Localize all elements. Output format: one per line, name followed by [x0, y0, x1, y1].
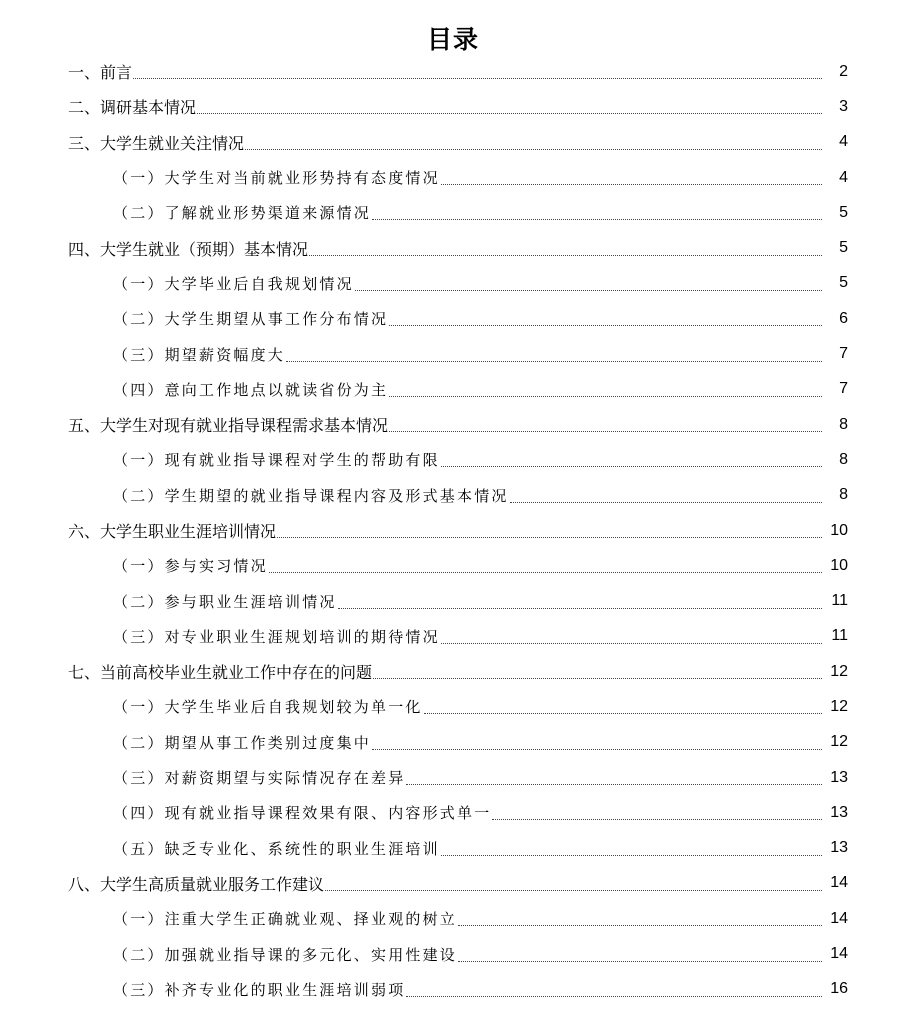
toc-subentry[interactable] — [0, 548, 906, 583]
toc-entry-page: 2 — [839, 62, 848, 80]
toc-entry-label: （二）加强就业指导课的多元化、实用性建设 — [113, 945, 458, 964]
toc-entry-page: 10 — [830, 521, 848, 539]
toc-entry-label: 六、大学生职业生涯培训情况 — [68, 522, 277, 541]
toc-entry-label: 八、大学生高质量就业服务工作建议 — [68, 874, 325, 894]
dot-leader — [458, 925, 822, 926]
toc-entry-label: （五）缺乏专业化、系统性的职业生涯培训 — [113, 839, 440, 858]
toc-subentry[interactable] — [0, 795, 906, 830]
toc-subentry[interactable] — [0, 972, 906, 1007]
toc-entry-page: 13 — [830, 768, 848, 786]
toc-entry-label: （一）注重大学生正确就业观、择业观的树立 — [113, 910, 458, 929]
toc-subentry[interactable] — [0, 336, 906, 371]
dot-leader — [492, 819, 822, 820]
toc-entry-label: （二）大学生期望从事工作分布情况 — [113, 310, 389, 329]
toc-subentry[interactable] — [0, 689, 906, 724]
dot-leader — [510, 502, 822, 503]
dot-leader — [458, 961, 822, 962]
dot-leader — [133, 78, 822, 79]
toc-subentry[interactable] — [0, 901, 906, 936]
dot-leader — [245, 149, 822, 150]
toc-entry[interactable] — [0, 513, 906, 548]
toc-entry-label: （二）参与职业生涯培训情况 — [113, 592, 337, 611]
toc-entry-page: 11 — [831, 592, 848, 610]
toc-entry-page: 8 — [839, 486, 848, 504]
toc-entry-page: 12 — [830, 662, 848, 680]
toc-subentry[interactable] — [0, 160, 906, 195]
dot-leader — [355, 290, 822, 291]
toc-subentry[interactable] — [0, 831, 906, 866]
toc-entry[interactable] — [0, 407, 906, 442]
toc-entry-page: 4 — [839, 133, 848, 151]
dot-leader — [441, 184, 822, 185]
dot-leader — [389, 396, 822, 397]
toc-entry-page: 14 — [830, 909, 848, 927]
toc-entry-page: 6 — [839, 309, 848, 327]
toc-entry-label: （二）了解就业形势渠道来源情况 — [113, 204, 372, 223]
toc-entry-page: 8 — [839, 415, 848, 433]
toc-entry-page: 7 — [839, 345, 848, 363]
toc-entry-page: 13 — [830, 803, 848, 821]
toc-entry[interactable] — [0, 654, 906, 689]
toc-entry-page: 11 — [831, 627, 848, 645]
toc-entry[interactable] — [0, 89, 906, 124]
toc-entry-page: 7 — [839, 380, 848, 398]
toc-entry-label: （三）对薪资期望与实际情况存在差异 — [113, 769, 406, 788]
page-title: 目录 — [426, 24, 479, 54]
dot-leader — [197, 113, 822, 114]
toc-entry-page: 5 — [839, 239, 848, 257]
toc-entry-label: 一、前言 — [68, 63, 133, 83]
toc-entry-page: 5 — [839, 274, 848, 292]
toc-entry-page: 4 — [839, 168, 848, 186]
dot-leader — [406, 784, 822, 785]
toc-entry-label: （一）参与实习情况 — [113, 557, 268, 576]
toc-entry-label: （四）现有就业指导课程效果有限、内容形式单一 — [113, 804, 492, 823]
toc-entry-page: 16 — [830, 980, 848, 998]
dot-leader — [424, 713, 822, 714]
toc-entry-label: （一）大学生对当前就业形势持有态度情况 — [113, 169, 440, 188]
toc-entry-label: （二）学生期望的就业指导课程内容及形式基本情况 — [113, 486, 509, 505]
dot-leader — [389, 325, 822, 326]
toc-subentry[interactable] — [0, 195, 906, 230]
table-of-contents — [0, 54, 906, 1007]
toc-entry-page: 12 — [830, 733, 848, 751]
dot-leader — [441, 466, 822, 467]
dot-leader — [441, 643, 822, 644]
toc-subentry[interactable] — [0, 583, 906, 618]
dot-leader — [406, 996, 822, 997]
toc-subentry[interactable] — [0, 301, 906, 336]
dot-leader — [286, 361, 822, 362]
toc-entry[interactable] — [0, 54, 906, 89]
toc-entry-label: （三）对专业职业生涯规划培训的期待情况 — [113, 627, 440, 646]
toc-entry-page: 8 — [839, 450, 848, 468]
toc-entry-label: 二、调研基本情况 — [68, 98, 197, 118]
toc-entry-label: （一）大学生毕业后自我规划较为单一化 — [113, 698, 423, 717]
toc-entry-page: 3 — [839, 97, 848, 115]
toc-entry-label: 三、大学生就业关注情况 — [68, 133, 245, 153]
toc-entry-label: （一）现有就业指导课程对学生的帮助有限 — [113, 451, 440, 470]
toc-entry-page: 5 — [839, 203, 848, 221]
toc-entry[interactable] — [0, 866, 906, 901]
dot-leader — [372, 749, 822, 750]
toc-subentry[interactable] — [0, 478, 906, 513]
toc-entry[interactable] — [0, 230, 906, 265]
dot-leader — [389, 431, 822, 432]
toc-entry-label: 五、大学生对现有就业指导课程需求基本情况 — [68, 416, 389, 436]
toc-entry-label: （三）期望薪资幅度大 — [113, 345, 286, 364]
dot-leader — [338, 608, 822, 609]
toc-entry-page: 14 — [830, 945, 848, 963]
toc-entry-label: 四、大学生就业（预期）基本情况 — [68, 239, 309, 259]
toc-subentry[interactable] — [0, 372, 906, 407]
dot-leader — [373, 678, 822, 679]
toc-entry-label: （二）期望从事工作类别过度集中 — [113, 733, 372, 752]
dot-leader — [441, 855, 822, 856]
toc-subentry[interactable] — [0, 936, 906, 971]
toc-entry-label: （一）大学毕业后自我规划情况 — [113, 274, 354, 293]
dot-leader — [269, 572, 822, 573]
toc-subentry[interactable] — [0, 442, 906, 477]
toc-entry-label: （三）补齐专业化的职业生涯培训弱项 — [113, 980, 406, 999]
toc-entry-page: 13 — [830, 839, 848, 857]
toc-subentry[interactable] — [0, 619, 906, 654]
toc-entry-label: 七、当前高校毕业生就业工作中存在的问题 — [68, 663, 373, 683]
toc-subentry[interactable] — [0, 266, 906, 301]
toc-subentry[interactable] — [0, 760, 906, 795]
toc-entry-label: （四）意向工作地点以就读省份为主 — [113, 380, 389, 399]
toc-entry-page: 10 — [830, 556, 848, 574]
toc-entry[interactable] — [0, 125, 906, 160]
toc-subentry[interactable] — [0, 725, 906, 760]
dot-leader — [277, 537, 822, 538]
toc-entry-page: 12 — [830, 697, 848, 715]
toc-entry-page: 14 — [830, 874, 848, 892]
dot-leader — [309, 255, 822, 256]
dot-leader — [372, 219, 822, 220]
dot-leader — [325, 890, 822, 891]
